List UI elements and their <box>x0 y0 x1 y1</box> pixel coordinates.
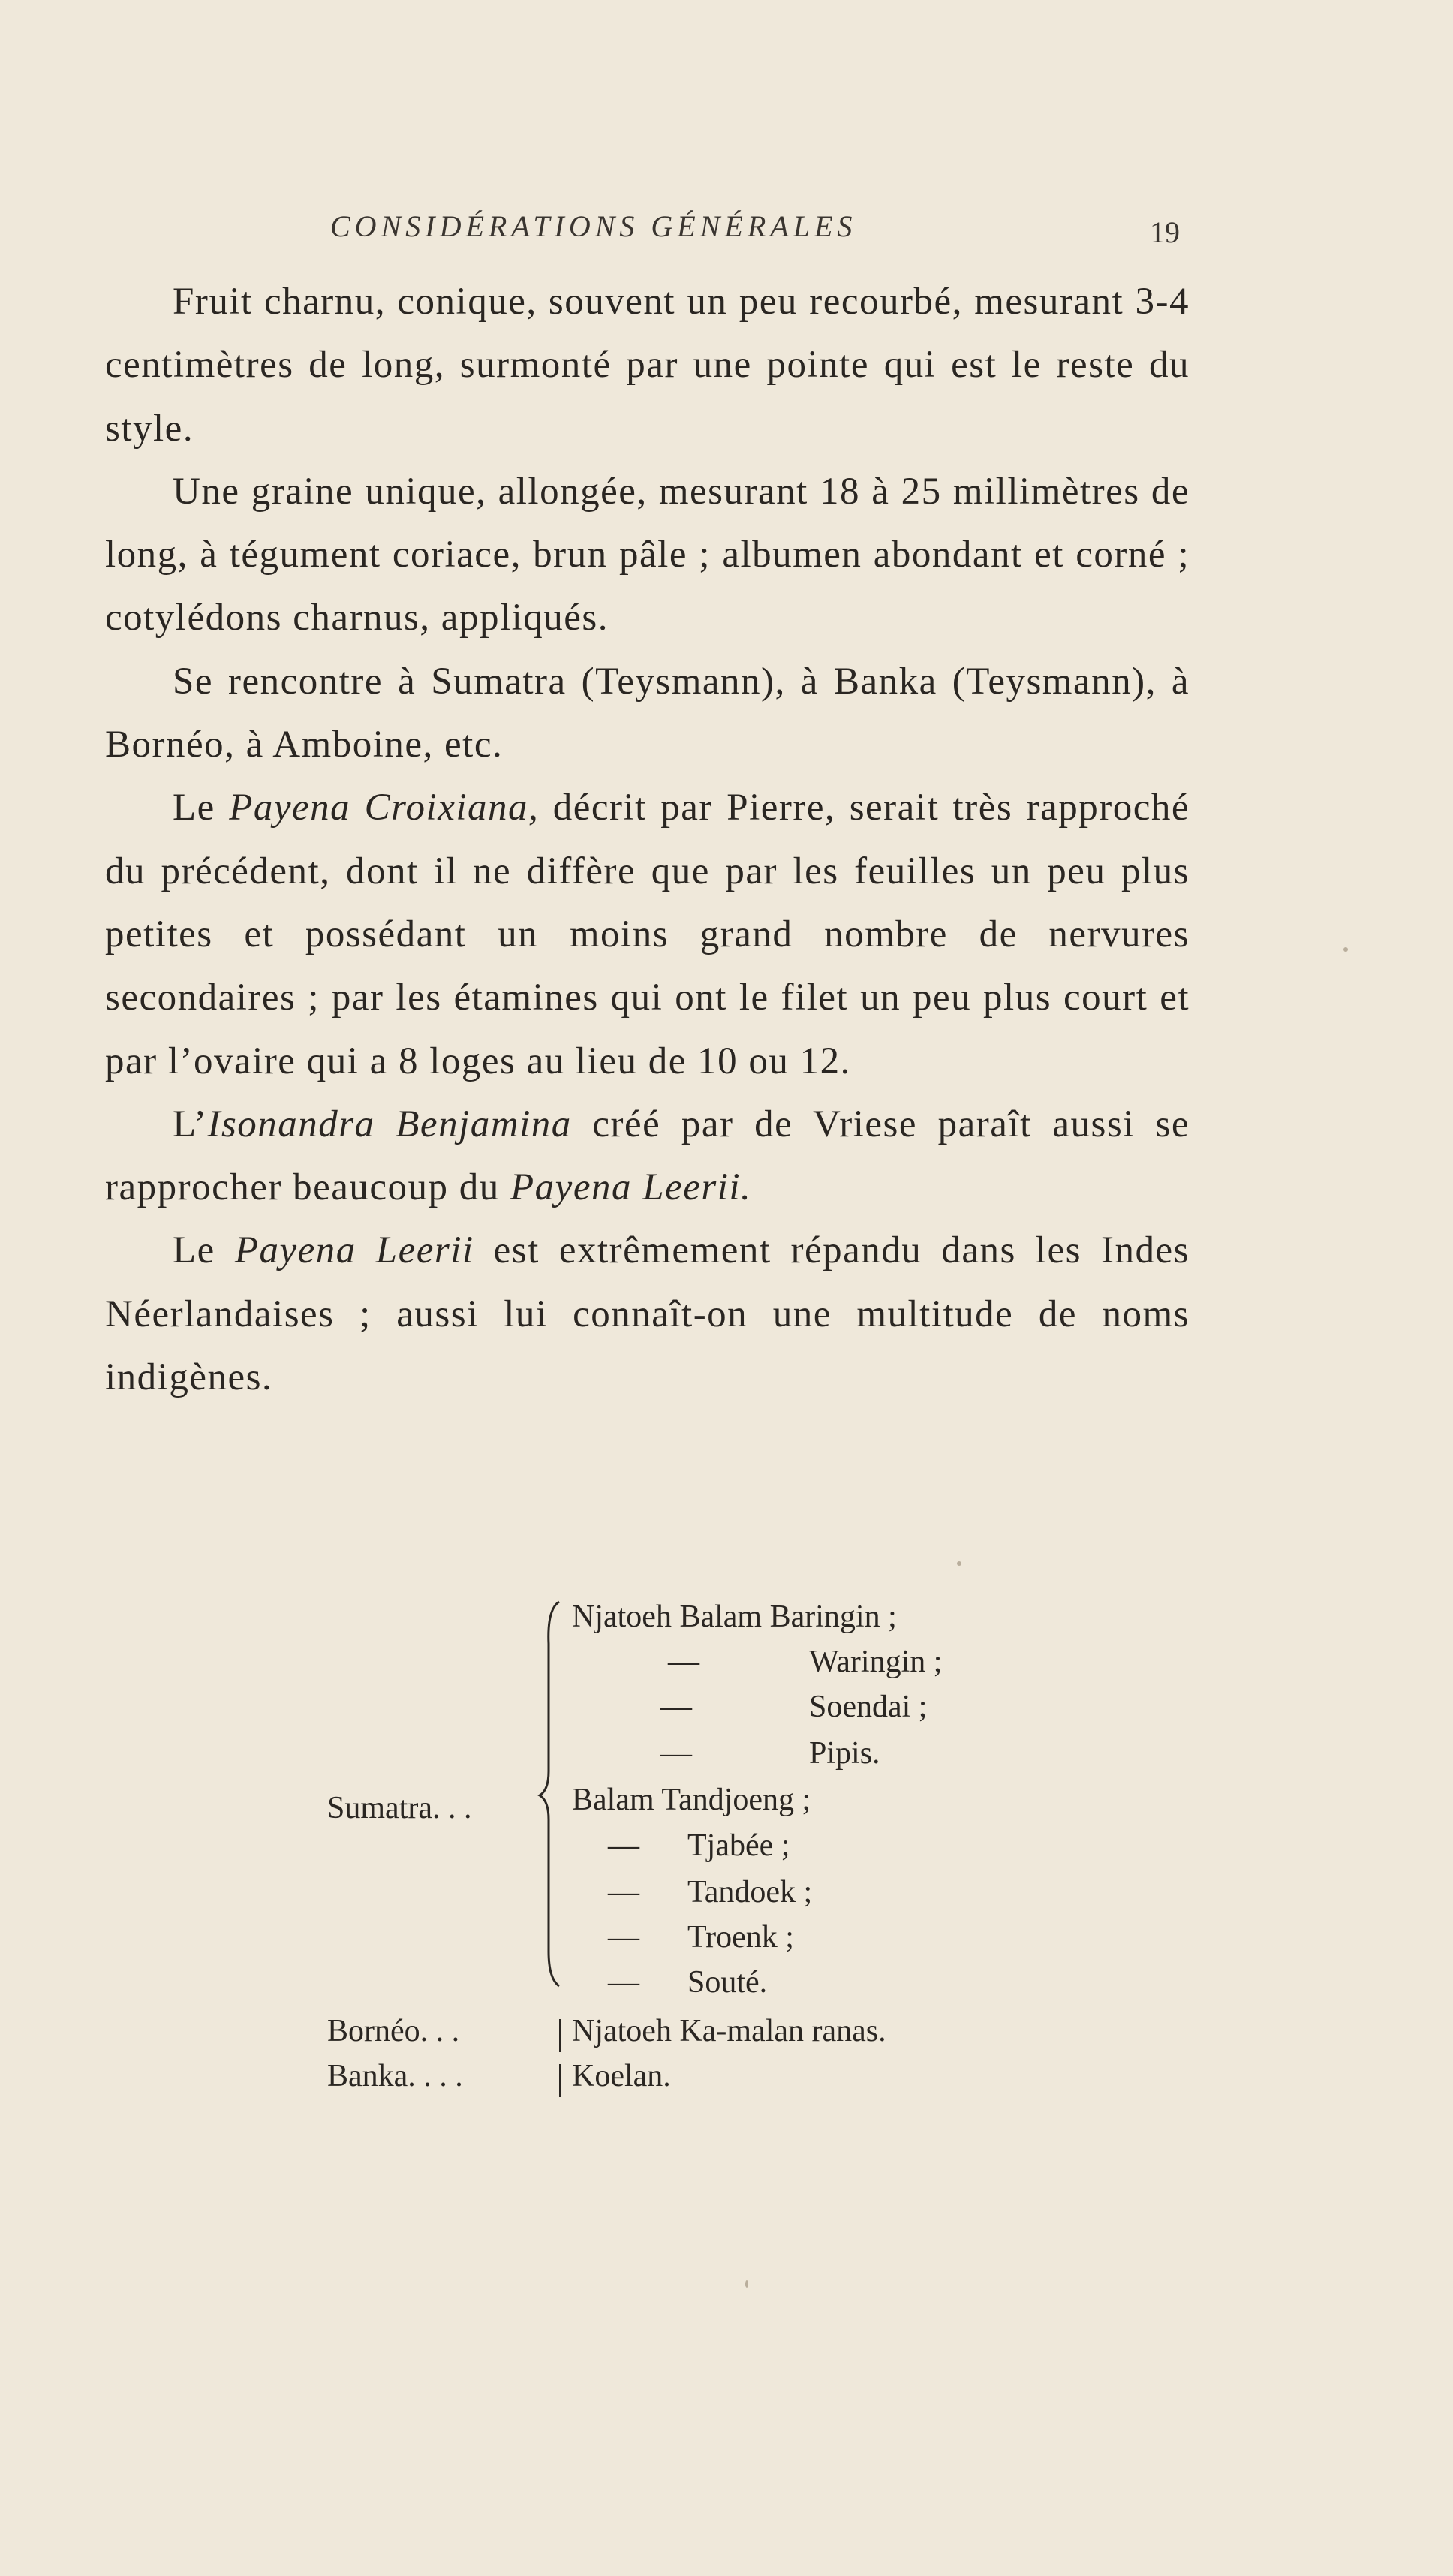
paper-speck <box>957 1561 961 1566</box>
sumatra-name-6: Tjabée ; <box>687 1828 790 1863</box>
paper-speck <box>1343 947 1348 952</box>
ditto-dash: — <box>608 1875 639 1909</box>
sumatra-name-9: Souté. <box>687 1965 768 2000</box>
sumatra-name-5: Balam Tandjoeng ; <box>572 1783 811 1817</box>
sumatra-name-1: Njatoeh Balam Baringin ; <box>572 1599 897 1634</box>
sumatra-name-8: Troenk ; <box>687 1920 794 1955</box>
species-name: Isonandra Benjamina <box>207 1103 572 1145</box>
paragraph-fruit: Fruit charnu, conique, souvent un peu recourbé, mesurant 3-4 centimètres de long, surmonté par une pointe qui est le reste du style. <box>105 281 1190 450</box>
region-label-borneo: Bornéo. . . <box>327 2014 460 2048</box>
species-name: Payena Croixiana, <box>229 787 540 829</box>
text-run: Le <box>173 1229 235 1272</box>
region-label-banka: Banka. . . . <box>327 2059 463 2093</box>
banka-name: Koelan. <box>572 2059 671 2093</box>
text-run: est extrêmement répandu dans les Indes Néerlandaises ; aussi lui connaît-on une multitude de noms indigènes. <box>105 1229 1190 1399</box>
ditto-dash: — <box>608 1920 639 1955</box>
paragraph-graine: Une graine unique, allongée, mesurant 18 à 25 millimètres de long, à tégument coriace, brun pâle ; albumen abondant et corné ; cotylédons charnus, appliqués. <box>105 470 1190 639</box>
ditto-dash: — <box>608 1965 639 2000</box>
sumatra-name-2: Waringin ; <box>809 1645 943 1679</box>
page-number: 19 <box>1150 215 1180 249</box>
paper-speck <box>745 2280 748 2288</box>
running-title: CONSIDÉRATIONS GÉNÉRALES <box>330 209 857 243</box>
ditto-dash: — <box>660 1736 692 1771</box>
brace-icon <box>537 1599 567 1989</box>
ditto-dash: — <box>608 1828 639 1863</box>
paragraph-distribution: Se rencontre à Sumatra (Teysmann), à Banka (Teysmann), à Bornéo, à Amboine, etc. <box>105 660 1190 766</box>
species-name: Payena Leerii <box>234 1229 474 1272</box>
text-run: décrit par Pierre, serait très rapproché du précédent, dont il ne diffère que par les feuilles un peu plus petites et possédant un moins grand nombre de nervures secondaires ; par les étamines qui ont le filet un peu plus court et par l’ovaire qui a 8 loges au lieu de 10 ou 12. <box>105 787 1190 1082</box>
sumatra-name-3: Soendai ; <box>809 1690 928 1724</box>
text-run: L’ <box>173 1103 208 1145</box>
text-run: Le <box>173 787 230 829</box>
sumatra-name-7: Tandoek ; <box>687 1875 813 1909</box>
borneo-name: Njatoeh Ka-malan ranas. <box>572 2014 886 2048</box>
region-label-sumatra: Sumatra. . . <box>327 1791 472 1825</box>
ditto-dash: — <box>668 1645 699 1679</box>
sumatra-name-4: Pipis. <box>809 1736 880 1771</box>
ditto-dash: — <box>660 1690 692 1724</box>
divider-bar <box>559 2064 561 2097</box>
divider-bar <box>559 2019 561 2052</box>
text-run: créé par de Vriese paraît aussi se rapprocher beaucoup du <box>105 1103 1190 1209</box>
species-name: Payena Leerii. <box>510 1166 752 1209</box>
